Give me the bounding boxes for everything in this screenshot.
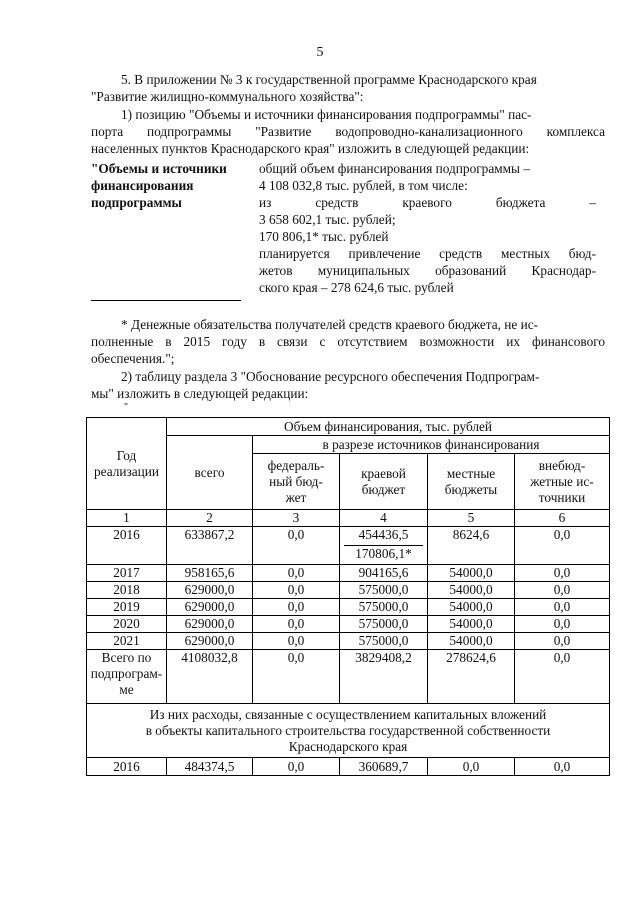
header-sources: в разрезе источников финансирования — [253, 436, 610, 454]
federal-cell: 0,0 — [253, 633, 340, 650]
passport-text-line8: ского края – 278 624,6 тыс. рублей — [259, 280, 454, 295]
regional-cell: 575000,0 — [340, 616, 428, 633]
regional-cell: 360689,7 — [340, 758, 428, 776]
local-cell: 54000,0 — [428, 565, 515, 582]
passport-text-line5: 170 806,1* тыс. рублей — [259, 229, 389, 244]
passport-text-line1: общий объем финансирования подпрограммы – — [259, 161, 530, 176]
capital-note-line2: в объекты капитального строительства государственной собственности — [145, 722, 551, 738]
passport-label-line2: финансирования — [91, 178, 194, 193]
capital-note-line3: Краснодарского края — [288, 738, 408, 754]
local-cell: 54000,0 — [428, 599, 515, 616]
local-cell: 0,0 — [428, 758, 515, 776]
header-total: всего — [167, 436, 253, 510]
extra-cell: 0,0 — [515, 616, 610, 633]
para1-line1: 5. В приложении № 3 к государственной программе Краснодарского края — [121, 72, 537, 87]
col-num-6: 6 — [515, 510, 610, 527]
col-num-3: 3 — [253, 510, 340, 527]
footnote-line2: полненные в 2015 году в связи с отсутствием возможности их финансового — [91, 334, 605, 349]
table-row — [87, 633, 610, 650]
local-cell: 54000,0 — [428, 616, 515, 633]
capital-note-cell — [87, 704, 610, 758]
para2-line2: порта подпрограммы "Развитие водопроводно-канализационного комплекса — [91, 124, 605, 139]
page-number: 5 — [316, 45, 324, 60]
local-cell: 278624,6 — [428, 650, 515, 704]
footnote-separator — [91, 300, 241, 301]
total-label-cell: Всего по подпрограм-ме — [87, 650, 167, 704]
extra-cell: 0,0 — [515, 527, 610, 565]
federal-cell: 0,0 — [253, 527, 340, 565]
local-cell: 8624,6 — [428, 527, 515, 565]
column-numbers-row — [87, 510, 610, 527]
table-row — [87, 565, 610, 582]
extra-cell: 0,0 — [515, 758, 610, 776]
header-volume: Объем финансирования, тыс. рублей — [167, 418, 610, 436]
total-row — [87, 650, 610, 704]
passport-text-line7: жетов муниципальных образований Краснодар- — [259, 263, 596, 278]
resource-table — [86, 417, 610, 776]
regional-cell — [340, 527, 428, 565]
passport-label-line3: подпрограммы — [91, 195, 182, 210]
total-cell: 629000,0 — [167, 616, 253, 633]
regional-main-value: 454436,5 — [358, 527, 409, 542]
regional-carryover-value: 170806,1* — [355, 546, 412, 561]
federal-cell: 0,0 — [253, 582, 340, 599]
header-extra: внебюд-жетные ис-точники — [515, 454, 610, 510]
header-regional: краевой бюджет — [340, 454, 428, 510]
table-row — [87, 599, 610, 616]
extra-cell: 0,0 — [515, 599, 610, 616]
regional-cell: 3829408,2 — [340, 650, 428, 704]
header-federal: федераль-ный бюд-жет — [253, 454, 340, 510]
para2-line1: 1) позицию "Объемы и источники финансирования подпрограммы" пас- — [121, 107, 532, 122]
total-cell: 484374,5 — [167, 758, 253, 776]
total-cell: 629000,0 — [167, 599, 253, 616]
col-num-2: 2 — [167, 510, 253, 527]
header-year: Год реализации — [87, 418, 167, 510]
total-cell: 629000,0 — [167, 633, 253, 650]
para3-line1: 2) таблицу раздела 3 "Обоснование ресурсного обеспечения Подпрограм- — [121, 369, 540, 384]
total-cell: 633867,2 — [167, 527, 253, 565]
year-cell: 2019 — [87, 599, 167, 616]
para1-line2: "Развитие жилищно-коммунального хозяйства": — [91, 89, 364, 104]
local-cell: 54000,0 — [428, 633, 515, 650]
word-dash: – — [589, 195, 596, 210]
local-cell: 54000,0 — [428, 582, 515, 599]
col-num-1: 1 — [87, 510, 167, 527]
total-cell: 629000,0 — [167, 582, 253, 599]
federal-cell: 0,0 — [253, 599, 340, 616]
para3-line2: мы" изложить в следующей редакции: — [91, 386, 309, 401]
federal-cell: 0,0 — [253, 758, 340, 776]
federal-cell: 0,0 — [253, 565, 340, 582]
word-iz: из — [259, 195, 272, 210]
capital-note-row — [87, 704, 610, 758]
word-kraevogo: краевого — [402, 195, 452, 210]
para2-line3: населенных пунктов Краснодарского края" изложить в следующей редакции: — [91, 141, 530, 156]
col-num-5: 5 — [428, 510, 515, 527]
table-row — [87, 582, 610, 599]
federal-cell: 0,0 — [253, 650, 340, 704]
year-cell: 2020 — [87, 616, 167, 633]
passport-text-line2: 4 108 032,8 тыс. рублей, в том числе: — [259, 178, 468, 193]
extra-cell: 0,0 — [515, 582, 610, 599]
regional-cell: 575000,0 — [340, 582, 428, 599]
col-num-4: 4 — [340, 510, 428, 527]
passport-text-line4: 3 658 602,1 тыс. рублей; — [259, 212, 396, 227]
extra-cell: 0,0 — [515, 650, 610, 704]
year-cell: 2016 — [87, 758, 167, 776]
table-row — [87, 616, 610, 633]
year-cell: 2016 — [87, 527, 167, 565]
total-cell: 4108032,8 — [167, 650, 253, 704]
regional-cell: 575000,0 — [340, 633, 428, 650]
table-row — [87, 527, 610, 565]
header-local: местные бюджеты — [428, 454, 515, 510]
passport-text-line3 — [259, 194, 596, 211]
word-sredstv: средств — [315, 195, 359, 210]
passport-text-line6: планируется привлечение средств местных бюд- — [259, 246, 596, 261]
passport-label-line1: "Объемы и источники — [91, 161, 227, 176]
word-byudzheta: бюджета — [495, 195, 546, 210]
capital-row — [87, 758, 610, 776]
regional-cell: 575000,0 — [340, 599, 428, 616]
year-cell: 2021 — [87, 633, 167, 650]
total-cell: 958165,6 — [167, 565, 253, 582]
year-cell: 2017 — [87, 565, 167, 582]
extra-cell: 0,0 — [515, 633, 610, 650]
opening-quote: " — [124, 402, 129, 413]
footnote-line3: обеспечения."; — [91, 351, 175, 366]
federal-cell: 0,0 — [253, 616, 340, 633]
capital-note-line1: Из них расходы, связанные с осуществлением капитальных вложений — [149, 706, 547, 722]
extra-cell: 0,0 — [515, 565, 610, 582]
regional-cell: 904165,6 — [340, 565, 428, 582]
year-cell: 2018 — [87, 582, 167, 599]
footnote-line1: * Денежные обязательства получателей средств краевого бюджета, не ис- — [121, 317, 539, 332]
